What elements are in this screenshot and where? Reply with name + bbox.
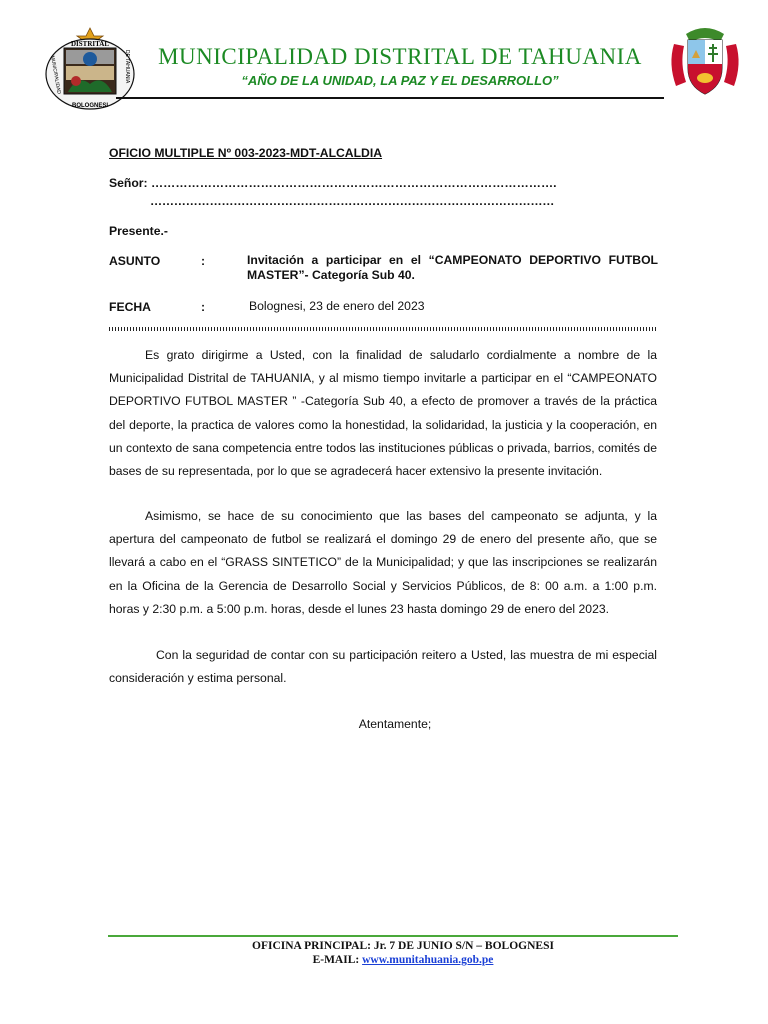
addressee-line: Señor: ………………………………………………………………………………………. xyxy=(109,176,557,190)
date-value: Bolognesi, 23 de enero del 2023 xyxy=(249,299,425,313)
municipality-logo xyxy=(38,26,142,112)
section-divider xyxy=(109,327,658,331)
date-colon: : xyxy=(201,300,206,314)
svg-text:BOLOGNESI: BOLOGNESI xyxy=(71,103,109,109)
body-paragraph-2: Asimismo, se hace de su conocimiento que las bases del campeonato se adjunta, y la apertura del campeonato de futbol se realizará el domingo 29 de enero del presente año, que se llevará a cabo en el “GRASS SINTETICO” de la Municipalidad; y que las inscripciones se realizarán en la Oficina de la Gerencia de Desarrollo Social y Servicios Públicos, de 8: 00 a.m. a 1:00 p.m. horas y 2:30 p.m. a 5:00 p.m. horas, desde el lunes 23 hasta domingo 29 de enero del 2023. xyxy=(109,509,657,616)
website-link[interactable]: www.munitahuania.gob.pe xyxy=(362,954,494,966)
body-paragraph-1: Es grato dirigirme a Usted, con la finalidad de saludarlo cordialmente a nombre de la Municipalidad Distrital de TAHUANIA, y al mismo tiempo invitarle a participar en el “CAMPEONATO DEPORTIVO FUTBOL MASTER ” -Categoría Sub 40, a efecto de promover a través de la práctica del deporte, la practica de valores como la honestidad, la solidaridad, la justicia y la cooperación, en un contexto de sana competencia entre todos las instituciones públicas o privada, barrios, comités de bases de su representada, por lo que se agradecerá hacer extensivo la presente invitación. xyxy=(109,348,657,479)
date-label: FECHA xyxy=(109,300,151,314)
header-divider xyxy=(116,97,664,99)
presente-line: Presente.- xyxy=(109,224,168,238)
subject-colon: : xyxy=(201,254,206,268)
closing-line: Atentamente; xyxy=(358,717,432,731)
subject-label: ASUNTO xyxy=(109,254,161,268)
svg-text:DISTRITAL: DISTRITAL xyxy=(71,40,109,48)
subject-text: Invitación a participar en el “CAMPEONATO DEPORTIVO FUTBOL MASTER”- Categoría Sub 40. xyxy=(247,253,658,282)
body-paragraph-3: Con la seguridad de contar con su participación reitero a Usted, las muestra de mi especial consideración y estima personal. xyxy=(109,648,657,686)
footer-address: OFICINA PRINCIPAL: Jr. 7 DE JUNIO S/N – BOLOGNESI xyxy=(252,940,554,952)
document-reference: OFICIO MULTIPLE Nº 003-2023-MDT-ALCALDIA xyxy=(109,146,383,160)
addressee-line-2: ………………………………………………………………………………………… xyxy=(150,194,555,208)
footer-email-label: E-MAIL: xyxy=(312,954,360,966)
svg-text:DE TAHUANIA: DE TAHUANIA xyxy=(124,50,130,84)
footer-email-line xyxy=(108,954,698,966)
national-coat-of-arms xyxy=(664,24,746,100)
municipality-title: MUNICIPALIDAD DISTRITAL DE TAHUANIA xyxy=(158,44,642,69)
svg-text:MUNICIPALIDAD: MUNICIPALIDAD xyxy=(49,55,62,95)
year-motto: “AÑO DE LA UNIDAD, LA PAZ Y EL DESARROLLO” xyxy=(241,73,559,88)
footer-divider xyxy=(108,935,678,937)
